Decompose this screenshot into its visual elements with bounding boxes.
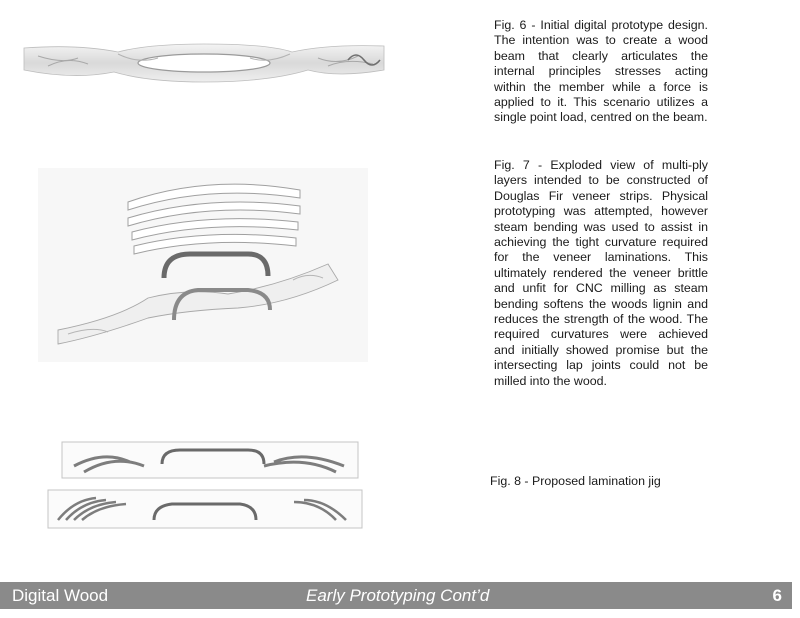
figure-7-exploded-view	[38, 168, 368, 362]
figure-6-caption: Fig. 6 - Initial digital prototype design. The intention was to create a wood beam that clearly articulates the internal principles stresses acting within the member while a force is applied to it. This scenario utilizes a single point load, centred on the beam.	[494, 18, 708, 125]
figure-8-lamination-jig	[44, 436, 374, 536]
document-title: Digital Wood	[12, 586, 109, 605]
exploded-layers-render	[38, 168, 368, 362]
figure-6-beam-render	[18, 30, 390, 110]
jig-bottom	[48, 490, 362, 528]
beam-render-image	[18, 30, 390, 110]
section-title: Early Prototyping Cont’d	[306, 586, 490, 605]
lamination-jig-render	[44, 436, 374, 536]
page-footer	[0, 582, 792, 609]
figure-8-caption: Fig. 8 - Proposed lamination jig	[490, 474, 661, 488]
jig-top	[62, 442, 358, 478]
page-number: 6	[772, 586, 782, 605]
figure-7-caption: Fig. 7 - Exploded view of multi-ply layers intended to be constructed of Douglas Fir veneer strips. Physical prototyping was attempted, however steam bending was used to assist in achieving the tight curvature required for the veneer laminations. This ultimately rendered the veneer brittle and unfit for CNC milling as steam bending softens the woods lignin and reduces the strength of the wood. The required curvatures were achieved and initially showed promise but the intersecting lap joints could not be milled into the wood.	[494, 158, 708, 388]
